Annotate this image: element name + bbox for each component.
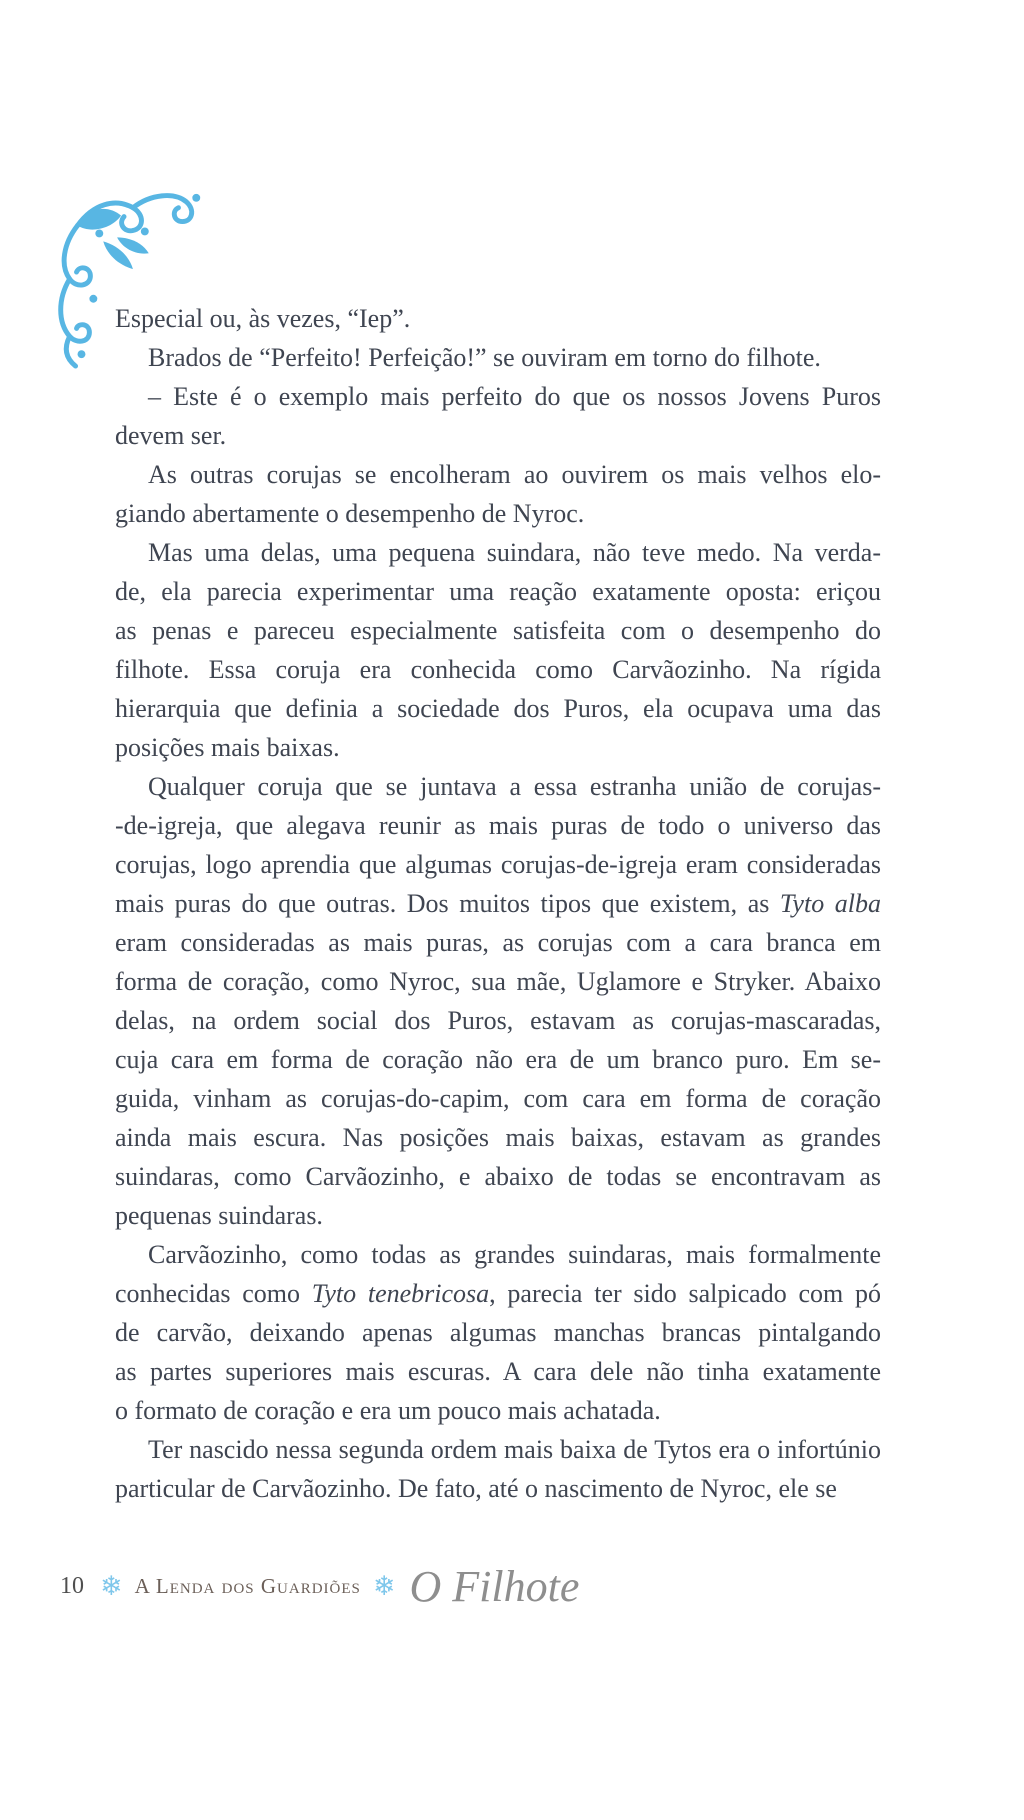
text-line: mais puras do que outras. Dos muitos tipos que existem, as Tyto alba [115,889,881,918]
text-line: Brados de “Perfeito! Perfeição!” se ouviram em torno do filhote. [148,343,821,372]
text-block [115,299,881,1508]
text-line: ainda mais escura. Nas posições mais baixas, estavam as grandes [115,1123,881,1152]
text-line: corujas, logo aprendia que algumas corujas-de-igreja eram consideradas [115,850,881,879]
paragraph [115,299,881,338]
text-line: giando abertamente o desempenho de Nyroc. [115,499,585,528]
text-line: devem ser. [115,421,227,450]
text-line: -de-igreja, que alegava reunir as mais puras de todo o universo das [115,811,881,840]
text-line: o formato de coração e era um pouco mais achatada. [115,1396,661,1425]
text-line: posições mais baixas. [115,733,340,762]
text-line: Carvãozinho, como todas as grandes suindaras, mais formalmente [148,1240,881,1269]
paragraph [115,767,881,1235]
text-line: pequenas suindaras. [115,1201,323,1230]
text-line: guida, vinham as corujas-do-capim, com cara em forma de coração [115,1084,881,1113]
text-line: As outras corujas se encolheram ao ouvirem os mais velhos elo- [148,460,881,489]
snowflake-icon: ❄ [100,1570,123,1602]
text-line: Mas uma delas, uma pequena suindara, não teve medo. Na verda- [148,538,881,567]
paragraph [115,455,881,533]
text-line: Ter nascido nessa segunda ordem mais baixa de Tytos era o infortúnio [148,1435,881,1464]
text-line: hierarquia que definia a sociedade dos Puros, ela ocupava uma das [115,694,881,723]
text-line: – Este é o exemplo mais perfeito do que os nossos Jovens Puros [148,382,881,411]
book-title: O Filhote [409,1561,580,1611]
text-line: Especial ou, às vezes, “Iep”. [115,304,411,333]
text-line: as partes superiores mais escuras. A cara dele não tinha exatamente [115,1357,881,1386]
text-line: conhecidas como Tyto tenebricosa, parecia ter sido salpicado com pó [115,1279,881,1308]
snowflake-icon: ❄ [372,1570,396,1602]
paragraph [115,1430,881,1508]
paragraph [115,533,881,767]
text-line: suindaras, como Carvãozinho, e abaixo de todas se encontravam as [115,1162,881,1191]
text-line: as penas e pareceu especialmente satisfeita com o desempenho do [115,616,881,645]
text-line: eram consideradas as mais puras, as corujas com a cara branca em [115,928,881,957]
page-footer [60,1560,579,1612]
series-title: A Lenda dos Guardiões [134,1573,361,1598]
paragraph [115,377,881,455]
text-line: forma de coração, como Nyroc, sua mãe, Uglamore e Stryker. Abaixo [115,967,881,996]
text-line: de carvão, deixando apenas algumas manchas brancas pintalgando [115,1318,881,1347]
paragraph [115,338,881,377]
text-line: de, ela parecia experimentar uma reação exatamente oposta: eriçou [115,577,881,606]
text-line: filhote. Essa coruja era conhecida como Carvãozinho. Na rígida [115,655,881,684]
paragraph [115,1235,881,1430]
text-line: particular de Carvãozinho. De fato, até o nascimento de Nyroc, ele se [115,1474,837,1503]
text-line: Qualquer coruja que se juntava a essa estranha união de corujas- [148,772,881,801]
page-number: 10 [60,1572,84,1599]
text-line: delas, na ordem social dos Puros, estavam as corujas-mascaradas, [115,1006,881,1035]
text-line: cuja cara em forma de coração não era de um branco puro. Em se- [115,1045,881,1074]
